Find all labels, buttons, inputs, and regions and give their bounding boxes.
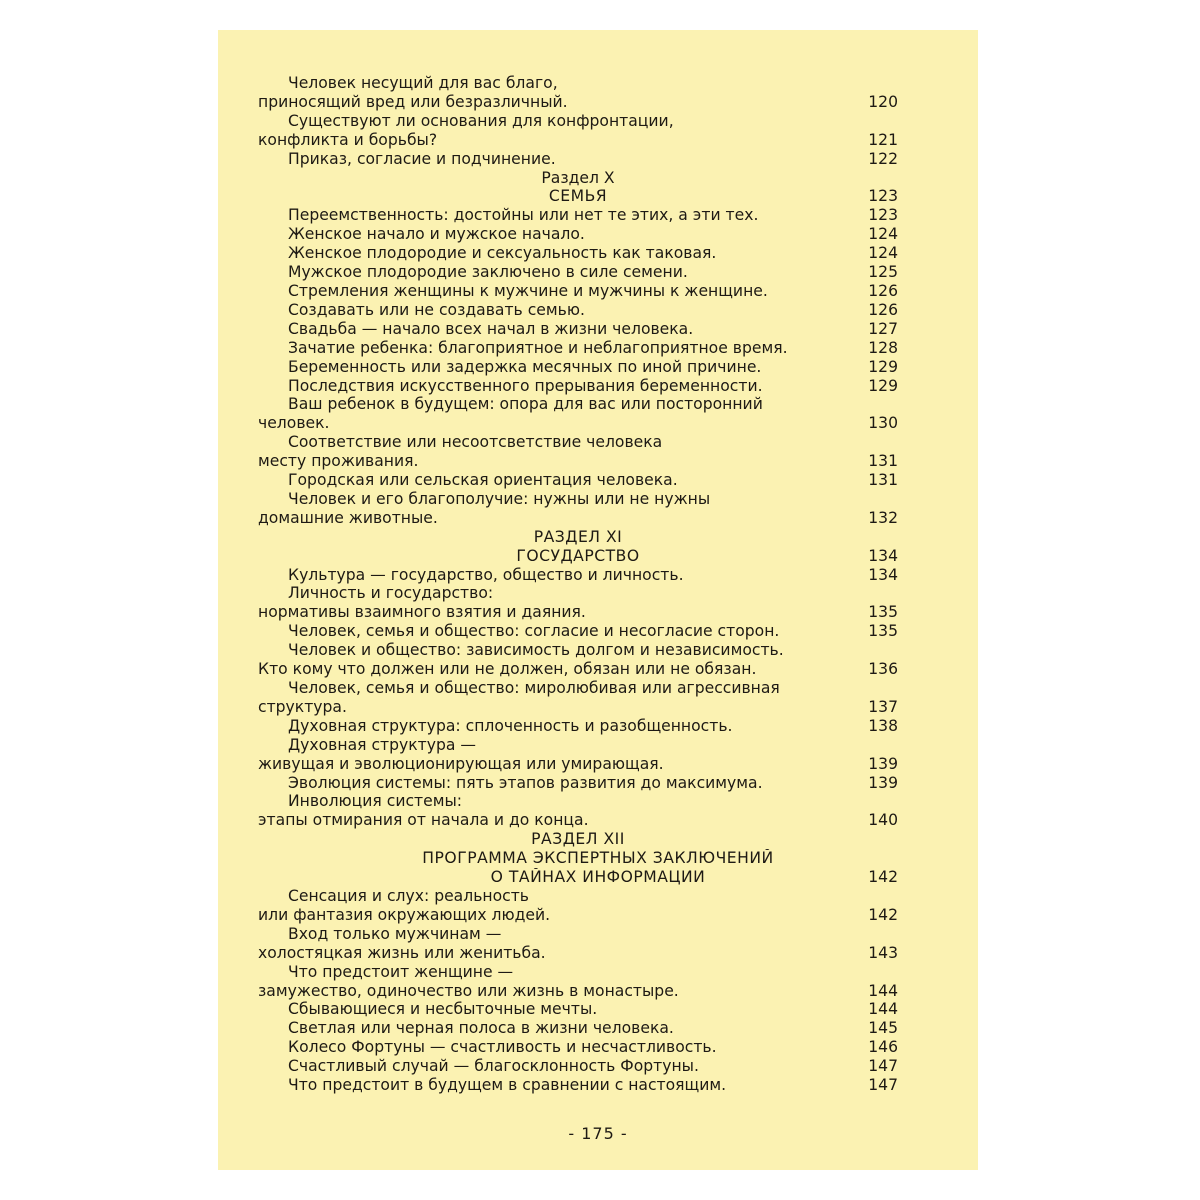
section-heading [258,849,898,887]
toc-entry [258,490,898,528]
toc-entry [258,1076,898,1095]
entry-page-number: 126 [868,281,898,300]
entry-text-line: РАЗДЕЛ XI [533,527,623,546]
toc-entry [258,1019,898,1038]
entry-page-number: 131 [868,452,898,471]
entry-text-line: Переемственность: достойны или нет те этих, а эти тех. [288,206,759,225]
entry-text-line: РАЗДЕЛ XII [531,830,625,849]
toc-entry [258,1000,898,1019]
toc-entry [258,225,898,244]
entry-text-line: замужество, одиночество или жизнь в монастыре. [258,981,679,1000]
toc-entry [258,244,898,263]
toc-entry [258,717,898,736]
entry-page-number: 143 [868,943,898,962]
entry-page-number: 124 [868,225,898,244]
entry-page-number: 123 [868,206,898,225]
toc-entry [258,74,898,112]
toc-entry [258,206,898,225]
entry-text-line: Культура — государство, общество и личность. [288,565,684,584]
toc-entry [258,774,898,793]
entry-text-line: Свадьба — начало всех начал в жизни человека. [288,319,694,338]
toc-entry [258,263,898,282]
entry-page-number: 135 [868,603,898,622]
entry-text-line: Женское плодородие и сексуальность как таковая. [288,244,717,263]
entry-text-line: Стремления женщины к мужчине и мужчины к женщине. [288,281,768,300]
entry-page-number: 131 [868,471,898,490]
entry-text-line: Счастливый случай — благосклонность Фортуны. [288,1057,699,1076]
entry-text-line: домашние животные. [258,508,438,527]
entry-text-line: Городская или сельская ориентация человека. [288,471,678,490]
toc-entry [258,1038,898,1057]
toc-entry [258,395,898,433]
toc-entry [258,887,898,925]
entry-text-line: Зачатие ребенка: благоприятное и неблагоприятное время. [288,338,788,357]
entry-text-line: СЕМЬЯ [548,187,608,206]
toc-entry [258,301,898,320]
toc-entry [258,736,898,774]
entry-text-line: этапы отмирания от начала и до конца. [258,811,589,830]
entry-text-line: Эволюция системы: пять этапов развития до максимума. [288,773,763,792]
entry-text-line: Сбывающиеся и несбыточные мечты. [288,1000,598,1019]
toc-entry [258,358,898,377]
entry-page-number: 142 [868,905,898,924]
toc-entry [258,679,898,717]
section-heading [258,547,898,566]
entry-text-line: Духовная структура — [288,735,476,754]
entry-text-line: приносящий вред или безразличный. [258,92,568,111]
toc-entry [258,963,898,1001]
section-heading [258,830,898,849]
entry-text-line: Что предстоит в будущем в сравнении с настоящим. [288,1076,727,1095]
entry-text-line: месту проживания. [258,452,419,471]
entry-text-line: Человек и общество: зависимость долгом и независимость. [288,641,784,660]
entry-page-number: 134 [868,565,898,584]
entry-text-line: Последствия искусственного прерывания беременности. [288,376,763,395]
toc-entry [258,377,898,396]
entry-text-line: или фантазия окружающих людей. [258,905,551,924]
entry-text-line: человек. [258,414,330,433]
toc-entry [258,150,898,169]
entry-page-number: 139 [868,754,898,773]
toc-entry [258,1057,898,1076]
entry-text-line: нормативы взаимного взятия и даяния. [258,603,586,622]
entry-text-line: Что предстоит женщине — [288,962,514,981]
entry-text-line: Вход только мужчинам — [288,924,502,943]
entry-page-number: 135 [868,622,898,641]
toc-entry [258,641,898,679]
toc-entry [258,320,898,339]
entry-text-line: Женское начало и мужское начало. [288,225,585,244]
entry-page-number: 134 [868,546,898,565]
entry-text-line: холостяцкая жизнь или женитьба. [258,943,546,962]
page-number: - 175 - [568,1124,628,1143]
entry-page-number: 128 [868,338,898,357]
entry-text-line: Человек и его благополучие: нужны или не нужны [288,489,711,508]
toc-entry [258,112,898,150]
entry-text-line: Приказ, согласие и подчинение. [288,149,556,168]
toc-entry [258,792,898,830]
section-heading [258,169,898,188]
toc-entry [258,584,898,622]
entry-text-line: Личность и государство: [288,584,494,603]
entry-page-number: 146 [868,1038,898,1057]
entry-page-number: 145 [868,1019,898,1038]
entry-page-number: 140 [868,811,898,830]
entry-page-number: 147 [868,1076,898,1095]
toc-entry [258,622,898,641]
entry-text-line: Человек, семья и общество: миролюбивая или агрессивная [288,679,780,697]
entry-text-line: Человек, семья и общество: согласие и несогласие сторон. [288,622,780,641]
entry-page-number: 142 [868,868,898,887]
entry-text-line: Ваш ребенок в будущем: опора для вас или посторонний [288,395,763,414]
entry-page-number: 137 [868,697,898,716]
entry-text-line: Кто кому что должен или не должен, обязан или не обязан. [258,660,757,679]
toc-entry [258,471,898,490]
entry-page-number: 127 [868,319,898,338]
entry-page-number: 124 [868,244,898,263]
entry-text-line: Раздел X [541,168,615,187]
entry-page-number: 123 [868,187,898,206]
entry-text-line: ГОСУДАРСТВО [516,546,640,565]
entry-page-number: 144 [868,1000,898,1019]
entry-text-line: Колесо Фортуны — счастливость и несчастливость. [288,1038,717,1057]
entry-text-line: Соответствие или несоотсветствие человека [288,433,663,452]
entry-text-line: структура. [258,697,347,716]
section-heading [258,187,898,206]
entry-text-line: ПРОГРАММА ЭКСПЕРТНЫХ ЗАКЛЮЧЕНИЙ [422,849,774,868]
entry-text-line: Духовная структура: сплоченность и разобщенность. [288,716,733,735]
entry-page-number: 121 [868,130,898,149]
toc-entry [258,433,898,471]
entry-text-line: Мужское плодородие заключено в силе семени. [288,263,688,282]
entry-text-line: живущая и эволюционирующая или умирающая. [258,754,664,773]
entry-text-line: конфликта и борьбы? [258,130,438,149]
entry-page-number: 130 [868,414,898,433]
entry-text-line: Существуют ли основания для конфронтации, [288,111,674,130]
toc-entry [258,339,898,358]
entry-text-line: Инволюция системы: [288,792,463,811]
entry-page-number: 132 [868,508,898,527]
entry-page-number: 126 [868,300,898,319]
entry-page-number: 147 [868,1057,898,1076]
entry-page-number: 125 [868,263,898,282]
entry-page-number: 129 [868,376,898,395]
section-heading [258,528,898,547]
entry-page-number: 144 [868,981,898,1000]
entry-text-line: Человек несущий для вас благо, [288,74,558,92]
entry-page-number: 138 [868,716,898,735]
toc-entry [258,282,898,301]
entry-page-number: 122 [868,149,898,168]
entry-text-line: Сенсация и слух: реальность [288,886,529,905]
entry-text-line: О ТАЙНАХ ИНФОРМАЦИИ [490,868,706,887]
toc-entry [258,925,898,963]
toc-entry [258,566,898,585]
entry-page-number: 120 [868,92,898,111]
entry-page-number: 129 [868,357,898,376]
entry-page-number: 139 [868,773,898,792]
entry-text-line: Беременность или задержка месячных по иной причине. [288,357,762,376]
entry-text-line: Создавать или не создавать семью. [288,300,585,319]
entry-text-line: Светлая или черная полоса в жизни человека. [288,1019,674,1038]
table-of-contents [258,74,898,1095]
entry-page-number: 136 [868,660,898,679]
book-page [218,30,978,1170]
